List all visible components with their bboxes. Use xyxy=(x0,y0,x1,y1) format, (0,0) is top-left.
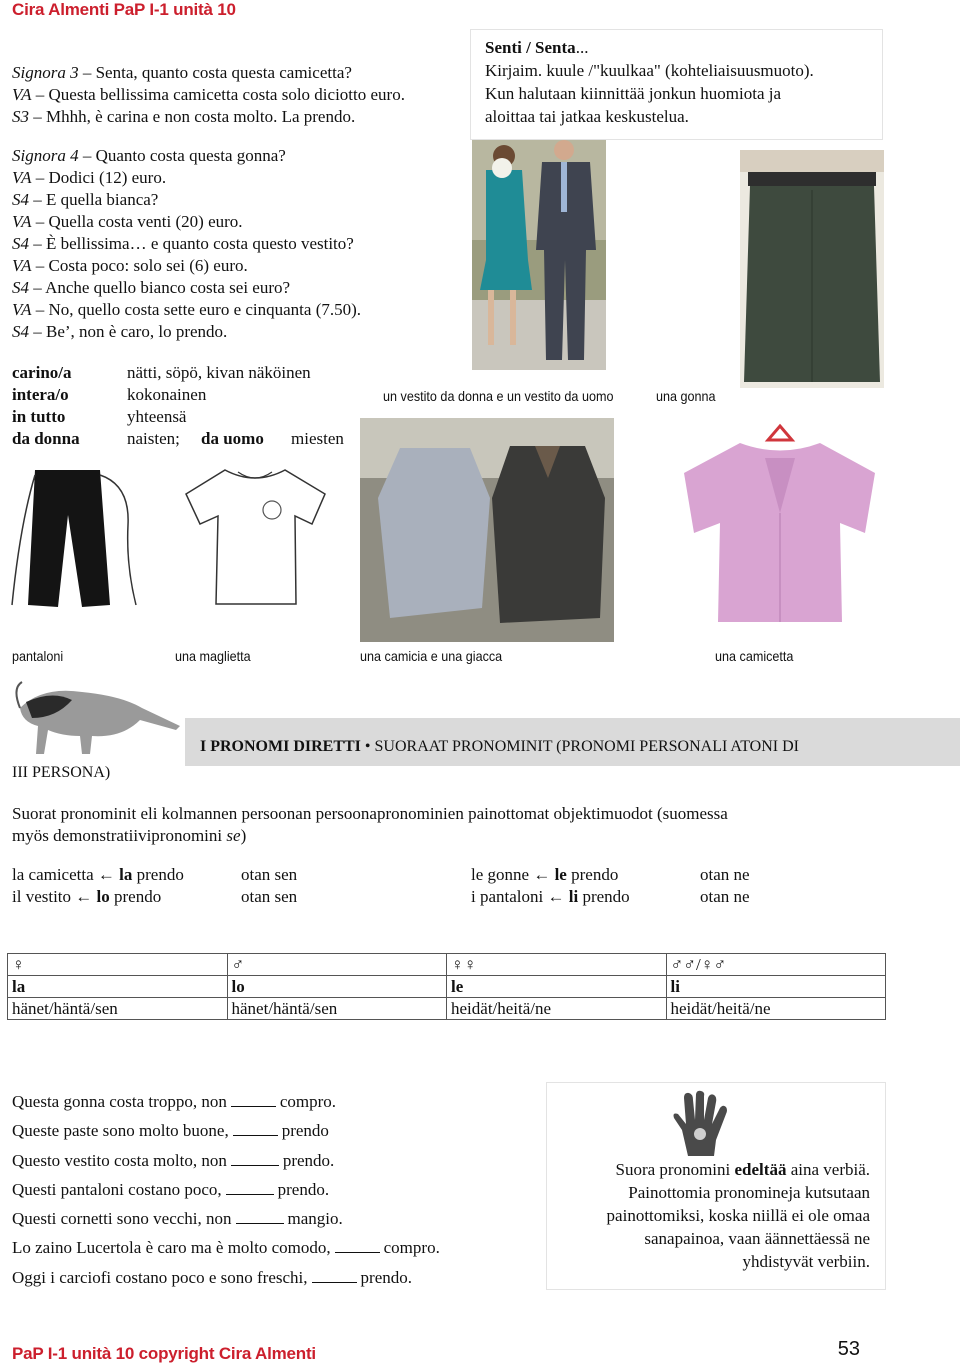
shirt-jacket-photo xyxy=(360,418,614,642)
section-heading: I PRONOMI DIRETTI • SUORAAT PRONOMINIT (PRONOMI PERSONALI ATONI DI xyxy=(200,738,799,755)
vocab-row: carino/a nätti, söpö, kivan näköinen xyxy=(12,363,311,382)
example-row: i pantaloni ← li prendo xyxy=(471,887,630,906)
table-row xyxy=(8,954,886,976)
pronoun-cell: la xyxy=(8,976,228,998)
caption-pantaloni: pantaloni xyxy=(12,648,64,664)
answer-blank[interactable] xyxy=(233,1120,278,1136)
answer-blank[interactable] xyxy=(231,1150,279,1166)
translation-cell: hänet/häntä/sen xyxy=(8,998,228,1020)
info-title: Senti / Senta xyxy=(485,38,576,57)
gender-symbol: ♂♂/♀♂ xyxy=(666,954,886,976)
dialog-1 xyxy=(12,62,405,128)
vocab-row: intera/o kokonainen xyxy=(12,385,207,404)
anteater-illustration xyxy=(12,678,184,758)
dialog-line: Signora 4 – Quanto costa questa gonna? xyxy=(12,146,286,165)
exercise-line: Oggi i carciofi costano poco e sono freschi, prendo. xyxy=(12,1267,412,1287)
caption-camicetta: una camicetta xyxy=(715,648,794,664)
vocabulary-list xyxy=(12,362,344,450)
translation-cell: heidät/heitä/ne xyxy=(666,998,886,1020)
hand-icon xyxy=(670,1090,732,1158)
answer-blank[interactable] xyxy=(335,1237,380,1253)
exercise-line: Questa gonna costa troppo, non compro. xyxy=(12,1092,337,1111)
info-line: Kun halutaan kiinnittää jonkun huomiota ja xyxy=(485,84,782,103)
example-translation: otan sen xyxy=(241,865,298,884)
example-translation: otan ne xyxy=(700,887,750,906)
footer-title: PaP I-1 unità 10 copyright Cira Almenti xyxy=(12,1344,316,1363)
page-number: 53 xyxy=(837,1338,860,1360)
answer-blank[interactable] xyxy=(236,1208,284,1224)
exercise-line: Questo vestito costa molto, non prendo. xyxy=(12,1150,335,1170)
section-heading-continuation: III PERSONA) xyxy=(12,764,111,781)
info-box: Senti / Senta... Kirjaim. kuule /"kuulkaa" (kohteliaisuusmuoto). Kun halutaan kiinnittää jonkun huomiota ja aloittaa tai jatkaa keskustelua. xyxy=(470,29,883,140)
explanation-paragraph: Suorat pronominit eli kolmannen persoonan persoonapronominien painottomat objektimuodot (suomessa myös demonstratiivipronomini se) xyxy=(12,804,728,845)
vocab-row: in tutto yhteensä xyxy=(12,407,187,426)
gender-symbol: ♀♀ xyxy=(447,954,667,976)
dialog-line: VA – No, quello costa sette euro e cinquanta (7.50). xyxy=(12,300,362,319)
example-row: il vestito ← lo prendo xyxy=(12,887,162,906)
table-row xyxy=(8,998,886,1020)
pronoun-table xyxy=(7,953,886,1020)
exercise-list xyxy=(12,1087,440,1292)
pronoun-cell: li xyxy=(666,976,886,998)
example-translation: otan sen xyxy=(241,887,298,906)
dialog-line: VA – Costa poco: solo sei (6) euro. xyxy=(12,256,248,275)
tshirt-drawing xyxy=(180,462,330,612)
table-row xyxy=(8,976,886,998)
dialog-line: S3 – Mhhh, è carina e non costa molto. La prendo. xyxy=(12,107,356,126)
info-line: Kirjaim. kuule /"kuulkaa" (kohteliaisuusmuoto). xyxy=(485,61,814,80)
exercise-line: Queste paste sono molto buone, prendo xyxy=(12,1121,329,1141)
exercise-line: Questi cornetti sono vecchi, non mangio. xyxy=(12,1209,343,1229)
header-title: Cira Almenti PaP I-1 unità 10 xyxy=(12,0,236,19)
answer-blank[interactable] xyxy=(312,1267,357,1283)
caption-camicia-giacca: una camicia e una giacca xyxy=(360,648,503,664)
dialog-2 xyxy=(12,145,361,343)
vocab-row: da donna naisten; da uomo miesten xyxy=(12,429,344,448)
example-row: le gonne ← le prendo xyxy=(471,865,619,884)
info-line: aloittaa tai jatkaa keskustelua. xyxy=(485,107,689,126)
caption-vestiti: un vestito da donna e un vestito da uomo xyxy=(383,388,614,404)
pronoun-cell: lo xyxy=(227,976,447,998)
skirt-photo xyxy=(740,150,884,388)
caption-maglietta: una maglietta xyxy=(175,648,251,664)
dress-photo xyxy=(472,140,606,370)
note-text: Suora pronomini edeltää aina verbiä. Painottomia pronomineja kutsutaan painottomiksi, koska niillä ei ole omaa sanapainoa, vaan äännettäessä ne yhdistyvät verbiin. xyxy=(606,1160,870,1271)
answer-blank[interactable] xyxy=(231,1091,276,1107)
dialog-line: S4 – Anche quello bianco costa sei euro? xyxy=(12,278,291,297)
exercise-line: Questi pantaloni costano poco, prendo. xyxy=(12,1179,330,1199)
dialog-line: VA – Dodici (12) euro. xyxy=(12,168,167,187)
dialog-line: VA – Quella costa venti (20) euro. xyxy=(12,212,243,231)
exercise-line: Lo zaino Lucertola è caro ma è molto comodo, compro. xyxy=(12,1238,440,1258)
caption-gonna: una gonna xyxy=(656,388,716,404)
gender-symbol: ♂ xyxy=(227,954,447,976)
dialog-line: S4 – E quella bianca? xyxy=(12,190,159,209)
gender-symbol: ♀ xyxy=(8,954,228,976)
dialog-line: Signora 3 – Senta, quanto costa questa camicetta? xyxy=(12,63,352,82)
dialog-line: S4 – Be’, non è caro, lo prendo. xyxy=(12,322,228,341)
translation-cell: heidät/heitä/ne xyxy=(447,998,667,1020)
pronoun-cell: le xyxy=(447,976,667,998)
dialog-line: VA – Questa bellissima camicetta costa solo diciotto euro. xyxy=(12,85,405,104)
answer-blank[interactable] xyxy=(226,1179,274,1195)
blouse-photo xyxy=(680,418,880,626)
dialog-line: S4 – È bellissima… e quanto costa questo vestito? xyxy=(12,234,354,253)
example-row: la camicetta ← la prendo xyxy=(12,865,184,884)
example-translation: otan ne xyxy=(700,865,750,884)
translation-cell: hänet/häntä/sen xyxy=(227,998,447,1020)
pants-drawing xyxy=(10,465,140,615)
